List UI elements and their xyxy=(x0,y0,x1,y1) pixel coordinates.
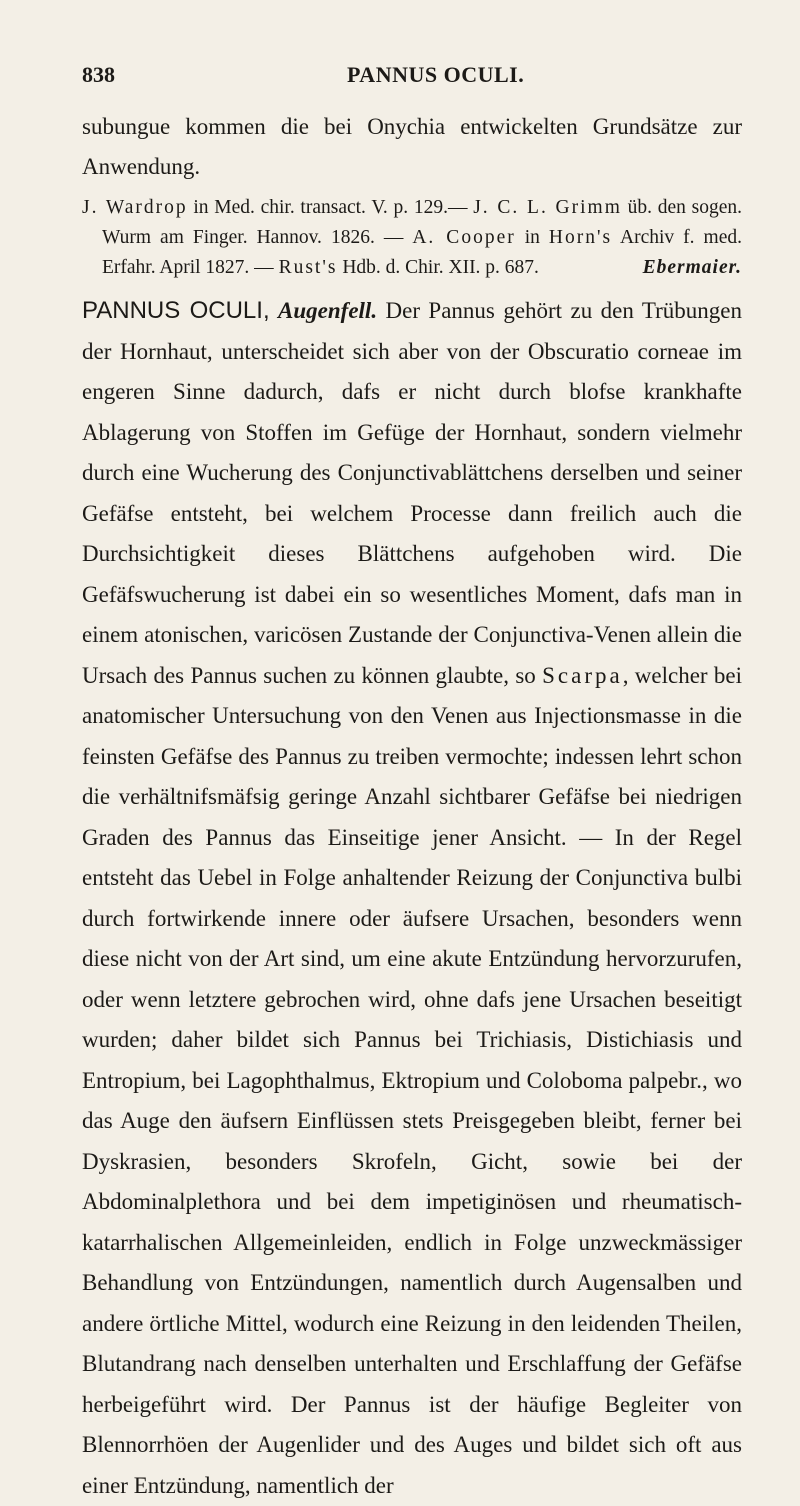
entry-text: , welcher bei anatomischer Untersuchung von den Venen aus Injectionsmasse in die feinsten Gefäfse des Pannus zu treiben vermochte; indessen lehrt schon die verhältnifsmäfsig geringe Anzahl sichtbarer Gefäfse bei niedrigen Graden des Pannus das Einseitige jener Ansicht. — In der Regel entsteht das Uebel in Folge anhaltender Reizung der Conjunctiva bulbi durch fortwirkende innere oder äufsere Ursachen, besonders wenn diese nicht von der Art sind, um eine akute Entzündung hervorzurufen, oder wenn letztere gebrochen wird, ohne dafs jene Ursachen beseitigt wurden; daher bildet sich Pannus bei Trichiasis, Distichiasis und Entropium, bei Lagophthalmus, Ektropium und Coloboma palpebr., wo das Auge den äufsern Einflüssen stets Preisgegeben bleibt, ferner bei Dyskrasien, besonders Skrofeln, Gicht, sowie bei der Abdominalplethora und bei dem impetiginösen und rheumatisch-katarrhalischen Allgemeinleiden, endlich in Folge unzweckmässiger Behandlung von Entzündungen, namentlich durch Augensalben und andere örtliche Mittel, wodurch eine Reizung in den leidenden Theilen, Blutandrang nach denselben unterhalten und Erschlaffung der Gefäfse herbeigeführt wird. Der Pannus ist der häufige Begleiter von Blennorrhöen der Augenlider und des Auges und bildet sich oft aus einer Entzündung, namentlich der xyxy=(82,662,742,1498)
page-header xyxy=(82,62,732,96)
author-signature: Ebermaier. xyxy=(642,257,742,278)
intro-paragraph: subungue kommen die bei Onychia entwickelten Grundsätze zur Anwendung. xyxy=(82,114,742,179)
reference-text: Archiv f. med. Erfahr. April 1827. — xyxy=(102,227,743,278)
entry-author-scarpa: Scarpa xyxy=(542,662,623,688)
running-title: PANNUS OCULI. xyxy=(347,62,525,87)
page-number: 838 xyxy=(82,62,115,87)
entry-headword: PANNUS OCULI, xyxy=(82,297,270,324)
reference-author: A. Cooper xyxy=(412,227,516,248)
entry-german-name: Augenfell. xyxy=(278,298,378,323)
reference-text: in Med. chir. transact. V. p. 129.— xyxy=(187,197,474,218)
reference-author: Rust's xyxy=(278,257,338,278)
reference-text: in xyxy=(515,227,549,248)
text-body xyxy=(82,107,742,1506)
reference-text: üb. den sogen. Wurm am Finger. Hannov. 1826. — xyxy=(102,197,742,248)
reference-text: Hdb. d. Chir. XII. p. 687. xyxy=(337,257,539,278)
entry-paragraph xyxy=(82,291,742,1506)
reference-author: J. C. L. Grimm xyxy=(473,197,622,218)
reference-author: Horn's xyxy=(548,227,613,248)
references-paragraph xyxy=(82,193,742,283)
entry-text: Der Pannus gehört zu den Trübungen der Hornhaut, unterscheidet sich aber von der Obscuratio corneae im engeren Sinne dadurch, dafs er nicht durch blofse krankhafte Ablagerung von Stoffen im Gefüge der Hornhaut, sondern vielmehr durch eine Wucherung des Conjunctivablättchens derselben und seiner Gefäfse entsteht, bei welchem Processe dann freilich auch die Durchsichtigkeit dieses Blättchens aufgehoben wird. Die Gefäfswucherung ist dabei ein so wesentliches Moment, dafs man in einem atonischen, varicösen Zustande der Conjunctiva-Venen allein die Ursach des Pannus suchen zu können glaubte, so xyxy=(82,298,742,688)
reference-author: J. Wardrop xyxy=(82,197,188,218)
